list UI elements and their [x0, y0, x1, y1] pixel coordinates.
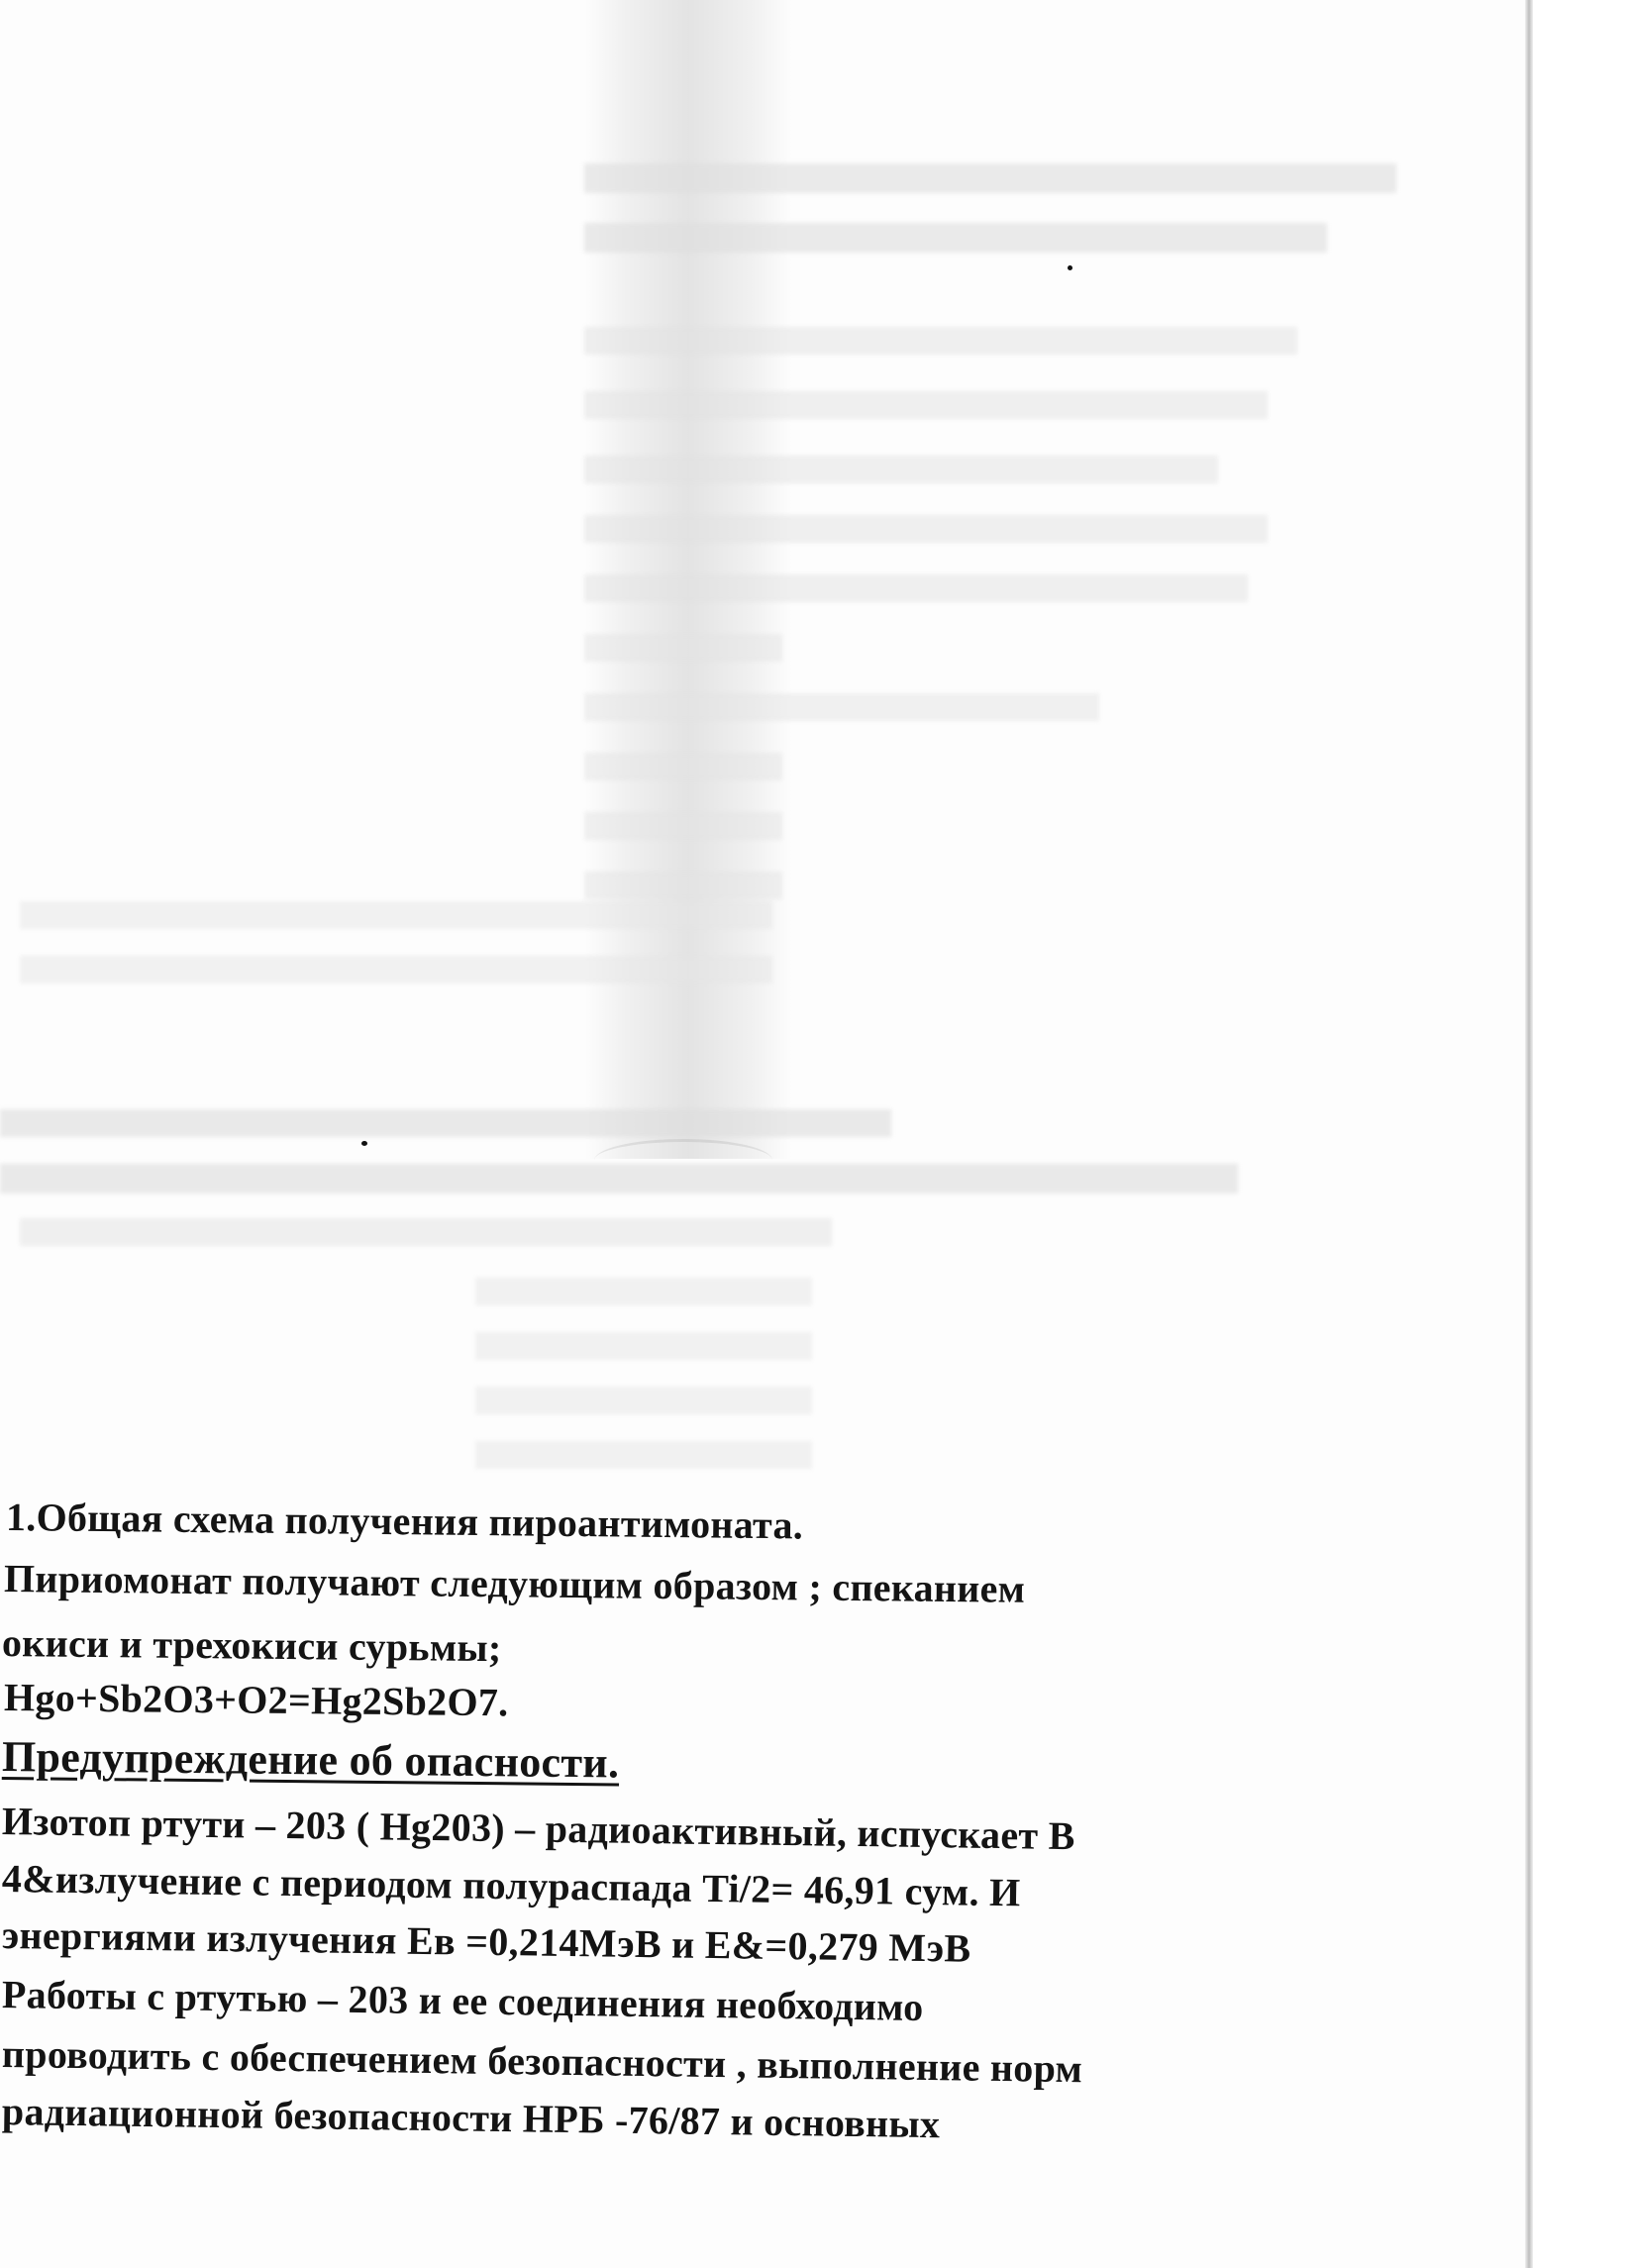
text-line: Изотоп ртути – 203 ( Hg203) – радиоактивный, испускает В [1, 1799, 1075, 1859]
page-edge [1525, 0, 1533, 2268]
text-line: окиси и трехокиси сурьмы; [1, 1620, 502, 1671]
text-line: энергиями излучения Ев =0,214МэВ и Е&=0,279 МэВ [1, 1912, 971, 1971]
scan-speck [361, 1141, 367, 1146]
text-line: радиационной безопасности НРБ -76/87 и основных [1, 2089, 941, 2147]
section-title: 1.Общая схема получения пироантимоната. [5, 1495, 804, 1548]
page-margin [1533, 0, 1632, 2268]
text-line: проводить с обеспечением безопасности , выполнение норм [1, 2031, 1083, 2092]
chemical-equation: Hgo+Sb2O3+O2=Hg2Sb2O7. [3, 1675, 509, 1725]
text-line: 4&излучение с периодом полураспада Ti/2= 46,91 сум. И [1, 1856, 1021, 1915]
scan-speck [1068, 265, 1072, 270]
text-line: Работы с ртутью – 203 и ее соединения необходимо [1, 1972, 924, 2029]
warning-heading: Предупреждение об опасности. [1, 1732, 620, 1788]
text-line: Пириомонат получают следующим образом ; спеканием [3, 1556, 1026, 1611]
